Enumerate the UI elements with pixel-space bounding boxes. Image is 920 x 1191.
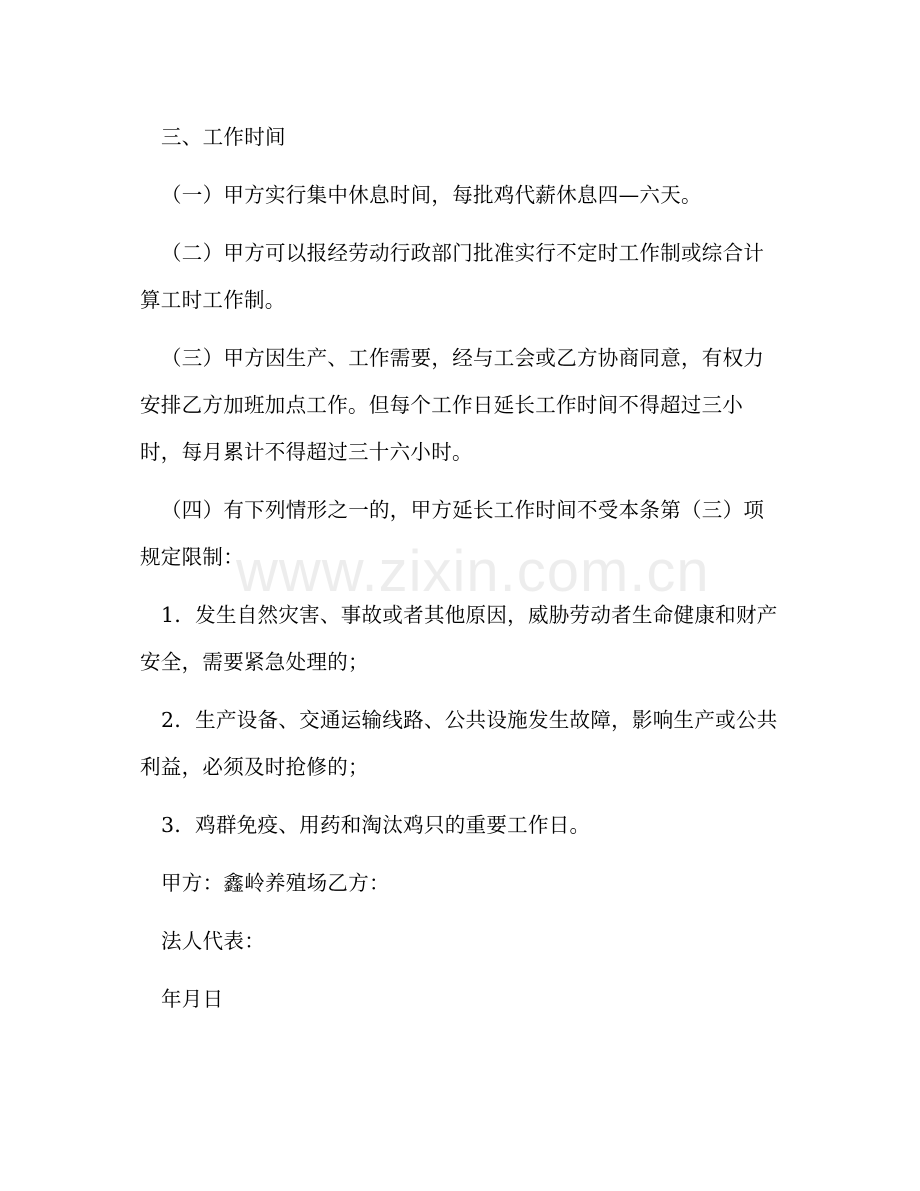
clause-1-rest-time: （一）甲方实行集中休息时间，每批鸡代薪休息四—六天。	[161, 183, 702, 207]
exception-item-2: 2．生产设备、交通运输线路、公共设施发生故障，影响生产或公共利益，必须及时抢修的；	[140, 708, 778, 779]
clause-2-flexible-hours: （二）甲方可以报经劳动行政部门批准实行不定时工作制或综合计算工时工作制。	[140, 241, 765, 312]
clause-3-overtime: （三）甲方因生产、工作需要，经与工会或乙方协商同意，有权力安排乙方加班加点工作。但每个工作日延长工作时间不得超过三小时，每月累计不得超过三十六小时。	[140, 346, 765, 464]
exception-item-1: 1．发生自然灾害、事故或者其他原因，威胁劳动者生命健康和财产安全，需要紧急处理的；	[140, 603, 778, 674]
exception-item-3: 3．鸡群免疫、用药和淘汰鸡只的重要工作日。	[161, 813, 591, 837]
section-heading-work-time: 三、工作时间	[161, 125, 286, 149]
legal-representative-line: 法人代表：	[161, 929, 265, 953]
document-body	[140, 114, 780, 1034]
date-line: 年月日	[161, 987, 224, 1011]
party-signature-line: 甲方：鑫岭养殖场乙方：	[161, 871, 390, 895]
clause-4-exceptions: （四）有下列情形之一的，甲方延长工作时间不受本条第（三）项规定限制：	[140, 498, 765, 569]
watermark-text: www.zixin.com.cn	[236, 539, 710, 604]
